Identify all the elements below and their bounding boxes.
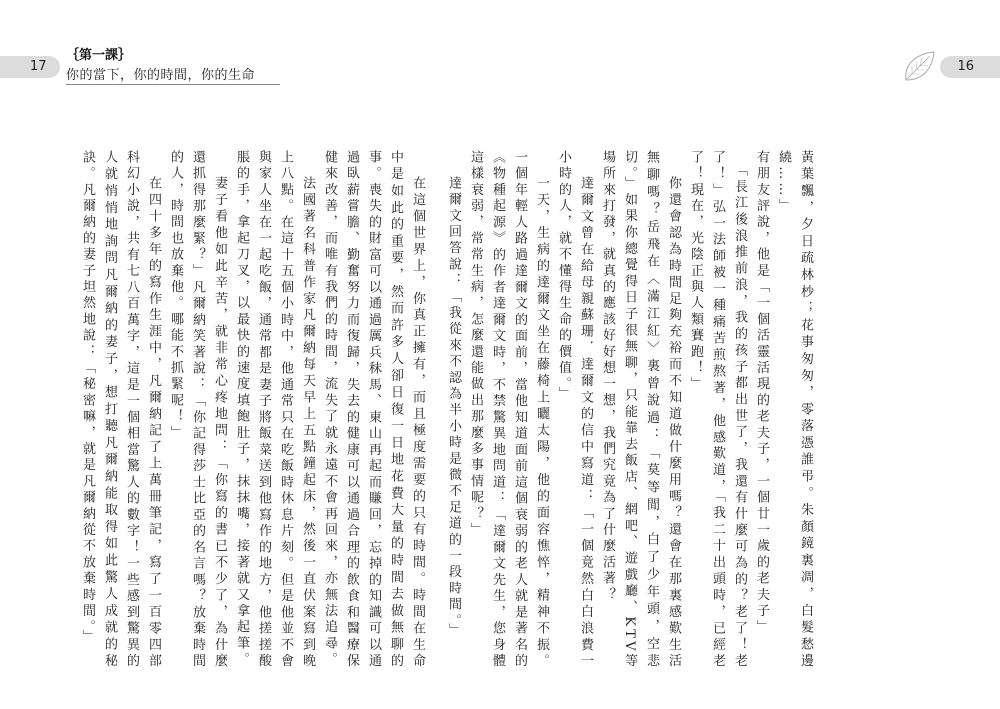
right-page-number: 16 — [957, 59, 974, 74]
chapter-subtitle: 你的當下，你的時間，你的生命 — [66, 68, 256, 83]
paragraph: 你還會認為時間足夠充裕而不知道做什麼用嗎？還會在那裏感歎生活無聊嗎？岳飛在〈滿江紅〉裏曾說過：「莫等閒，白了少年頭，空悲切。」如果你總覺得日子很無聊，只能靠去飯店、網吧、遊戲廳、KTV等場所來打發，就真的應該好好想一想，我們究竟為了什麼活著？ — [600, 150, 681, 670]
header-rule — [66, 84, 280, 85]
lesson-label: ｛第一課｝ — [66, 48, 132, 63]
paragraph: 達爾文回答說：「我從來不認為半小時是微不足道的一段時間。」 — [446, 176, 461, 640]
left-page-text — [68, 150, 428, 670]
right-page-number-tab — [940, 56, 1000, 78]
paragraph: 黃葉飄，夕日疏林杪；花事匆匆，零落憑誰弔。朱顏鏡裏凋，白髮愁邊繞……」 — [776, 150, 813, 670]
paragraph: 法國著名科普作家凡爾納每天早上五點鐘起床，然後一直伏案寫到晚上八點。在這十五個小時中，他通常只在吃飯時休息片刻。但是他並不會與家人坐在一起吃飯，通常都是妻子將飯菜送到他寫作的地方，他搓搓酸脹的手，拿起刀叉，以最快的速度填飽肚子，抹抹嘴，接著就又拿起筆。 — [234, 150, 315, 670]
paragraph: 「長江後浪推前浪，我的孩子都出世了，我還有什麼可為的？老了！老了！」弘一法師被一種痛苦煎熬著，他感歎道，「我二十出頭時，已經老了！現在，光陰正與人類賽跑！」 — [688, 150, 747, 670]
paragraph: 達爾文曾在給母親蘇珊．達爾文的信中寫道：「一個竟然白白浪費一小時的人，就不懂得生命的價值。」 — [556, 150, 593, 670]
left-page-number: 17 — [30, 59, 47, 74]
left-page-number-tab — [0, 56, 60, 78]
paragraph: 有朋友評說，他是「一個活靈活現的老夫子，一個廿一歲的老夫子」 — [754, 150, 769, 636]
paragraph: 妻子看他如此辛苦，就非常心疼地問：「你寫的書已不少了，為什麼還抓得那麼緊？」凡爾納笑著說：「你記得莎士比亞的名言嗎？放棄時間的人，時間也放棄他。哪能不抓緊呢！」 — [168, 150, 227, 670]
paragraph: 一天，生病的達爾文坐在藤椅上曬太陽，他的面容憔悴，精神不振。一個年輕人路過達爾文的面前，當他知道面前這個衰弱的老人就是著名的《物種起源》的作者達爾文時，不禁驚異地問道：「達爾文先生，您身體這樣衰弱，常常生病，怎麼還能做出那麼多事情呢？」 — [468, 150, 549, 670]
paragraph: 在這個世界上，你真正擁有，而且極度需要的只有時間。時間在生命中是如此的重要，然而許多人卻日復一日地花費大量的時間去做無聊的事。喪失的財富可以通過厲兵秣馬、東山再起而賺回，忘掉的知識可以通過臥薪嘗膽、勤奮努力而復歸，失去的健康可以通過合理的飲食和醫療保健來改善，而唯有我們的時間，流失了就永遠不會再回來，亦無法追尋。 — [322, 150, 425, 670]
leaf-icon — [900, 46, 940, 86]
paragraph: 在四十多年的寫作生涯中，凡爾納記了上萬冊筆記，寫了一百零四部科幻小說，共有七八百萬字，這是一個相當驚人的數字！一些感到驚異的人就悄悄地詢問凡爾納的妻子，想打聽凡爾納能取得如此驚人成就的秘訣。凡爾納的妻子坦然地說：「秘密嘛，就是凡爾納從不放棄時間。」 — [80, 150, 161, 670]
right-page-text — [446, 150, 816, 670]
